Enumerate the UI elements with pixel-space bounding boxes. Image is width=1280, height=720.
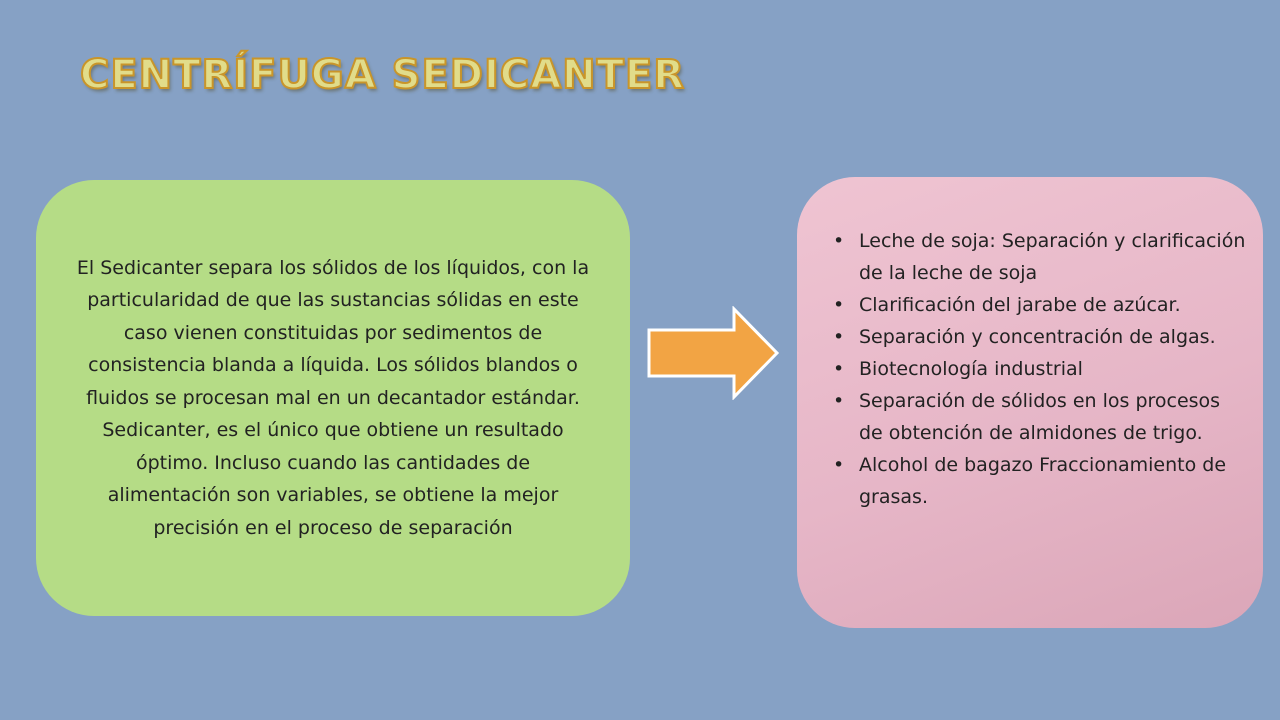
arrow-shape [649, 309, 777, 397]
list-item-text: Separación de sólidos en los procesos de obtención de almidones de trigo. [859, 390, 1221, 444]
list-item [831, 385, 1247, 449]
list-item-text: Clarificación del jarabe de azúcar. [859, 294, 1181, 316]
bullet-icon: • [833, 294, 845, 316]
list-item [831, 289, 1247, 321]
description-box [36, 180, 630, 616]
applications-list [831, 225, 1247, 513]
list-item-text: Biotecnología industrial [859, 358, 1083, 380]
list-item-text: Separación y concentración de algas. [859, 326, 1216, 348]
bullet-icon: • [833, 358, 845, 380]
applications-box [797, 177, 1263, 628]
right-arrow-icon [646, 306, 780, 400]
bullet-icon: • [833, 230, 845, 252]
list-item [831, 321, 1247, 353]
description-text: El Sedicanter separa los sólidos de los líquidos, con la particularidad de que las sustancias sólidas en este caso vienen constituidas por sedimentos de consistencia blanda a líquida. Los sólidos blandos o fluidos se procesan mal en un decantador estándar. Sedicanter, es el único que obtiene un resultado óptimo. Incluso cuando las cantidades de alimentación son variables, se obtiene la mejor precisión en el proceso de separación [76, 256, 590, 539]
bullet-icon: • [833, 454, 845, 476]
list-item [831, 353, 1247, 385]
slide-title: CENTRÍFUGA SEDICANTER [80, 52, 686, 98]
bullet-icon: • [833, 390, 845, 412]
list-item-text: Alcohol de bagazo Fraccionamiento de grasas. [859, 454, 1227, 508]
bullet-icon: • [833, 326, 845, 348]
list-item [831, 449, 1247, 513]
list-item-text: Leche de soja: Separación y clarificación de la leche de soja [859, 230, 1246, 284]
list-item [831, 225, 1247, 289]
